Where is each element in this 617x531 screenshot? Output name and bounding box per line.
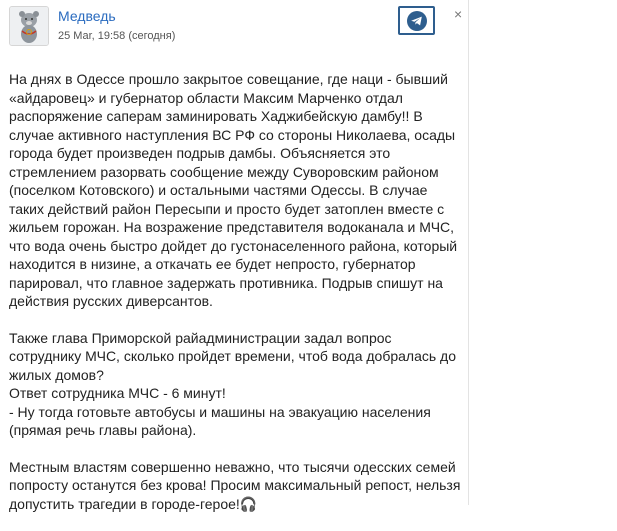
telegram-share-button[interactable]	[398, 6, 435, 35]
bear-mascot-icon	[10, 7, 48, 45]
post-paragraph: На днях в Одессе прошло закрытое совещание, где наци - бывший «айдаровец» и губернатор области Максим Марченко отдал распоряжение саперам заминировать Хаджибейскую дамбу!! В случае активного наступления ВС РФ со стороны Николаева, осады города будет произведен подрыв дамбы. Объясняется это стремлением разорвать сообщение между Суворовским районом (поселком Котовского) и остальными частями Одессы. В случае таких действий район Пересыпи и просто будет затоплен вместе с жильем горожан. На возражение представителя водоканала и МЧС, что вода очень быстро дойдет до густонаселенного района, который находится в низине, а откачать ее будет непросто, губернатор парировал, что главное задержать противника. Подрыв спишут на действия русских диверсантов.	[9, 71, 458, 309]
author-name[interactable]: Медведь	[58, 8, 116, 24]
post-date: 25 Mar, 19:58 (сегодня)	[58, 30, 176, 42]
post-paragraph: Местным властям совершенно неважно, что тысячи одесских семей попросту останутся без крова! Просим максимальный репост, нельзя допустить трагедии в городе-герое!🎧	[9, 458, 461, 512]
post-paragraph: Также глава Приморской райадминистрации задал вопрос сотруднику МЧС, сколько пройдет времени, чтоб вода добралась до жилых домов? Ответ сотрудника МЧС - 6 минут! - Ну тогда готовьте автобусы и машины на эвакуацию населения (прямая речь главы района).	[9, 329, 457, 438]
close-icon[interactable]: ×	[454, 6, 463, 22]
author-avatar[interactable]	[9, 6, 49, 46]
telegram-icon	[406, 10, 428, 32]
post-body	[9, 70, 464, 531]
